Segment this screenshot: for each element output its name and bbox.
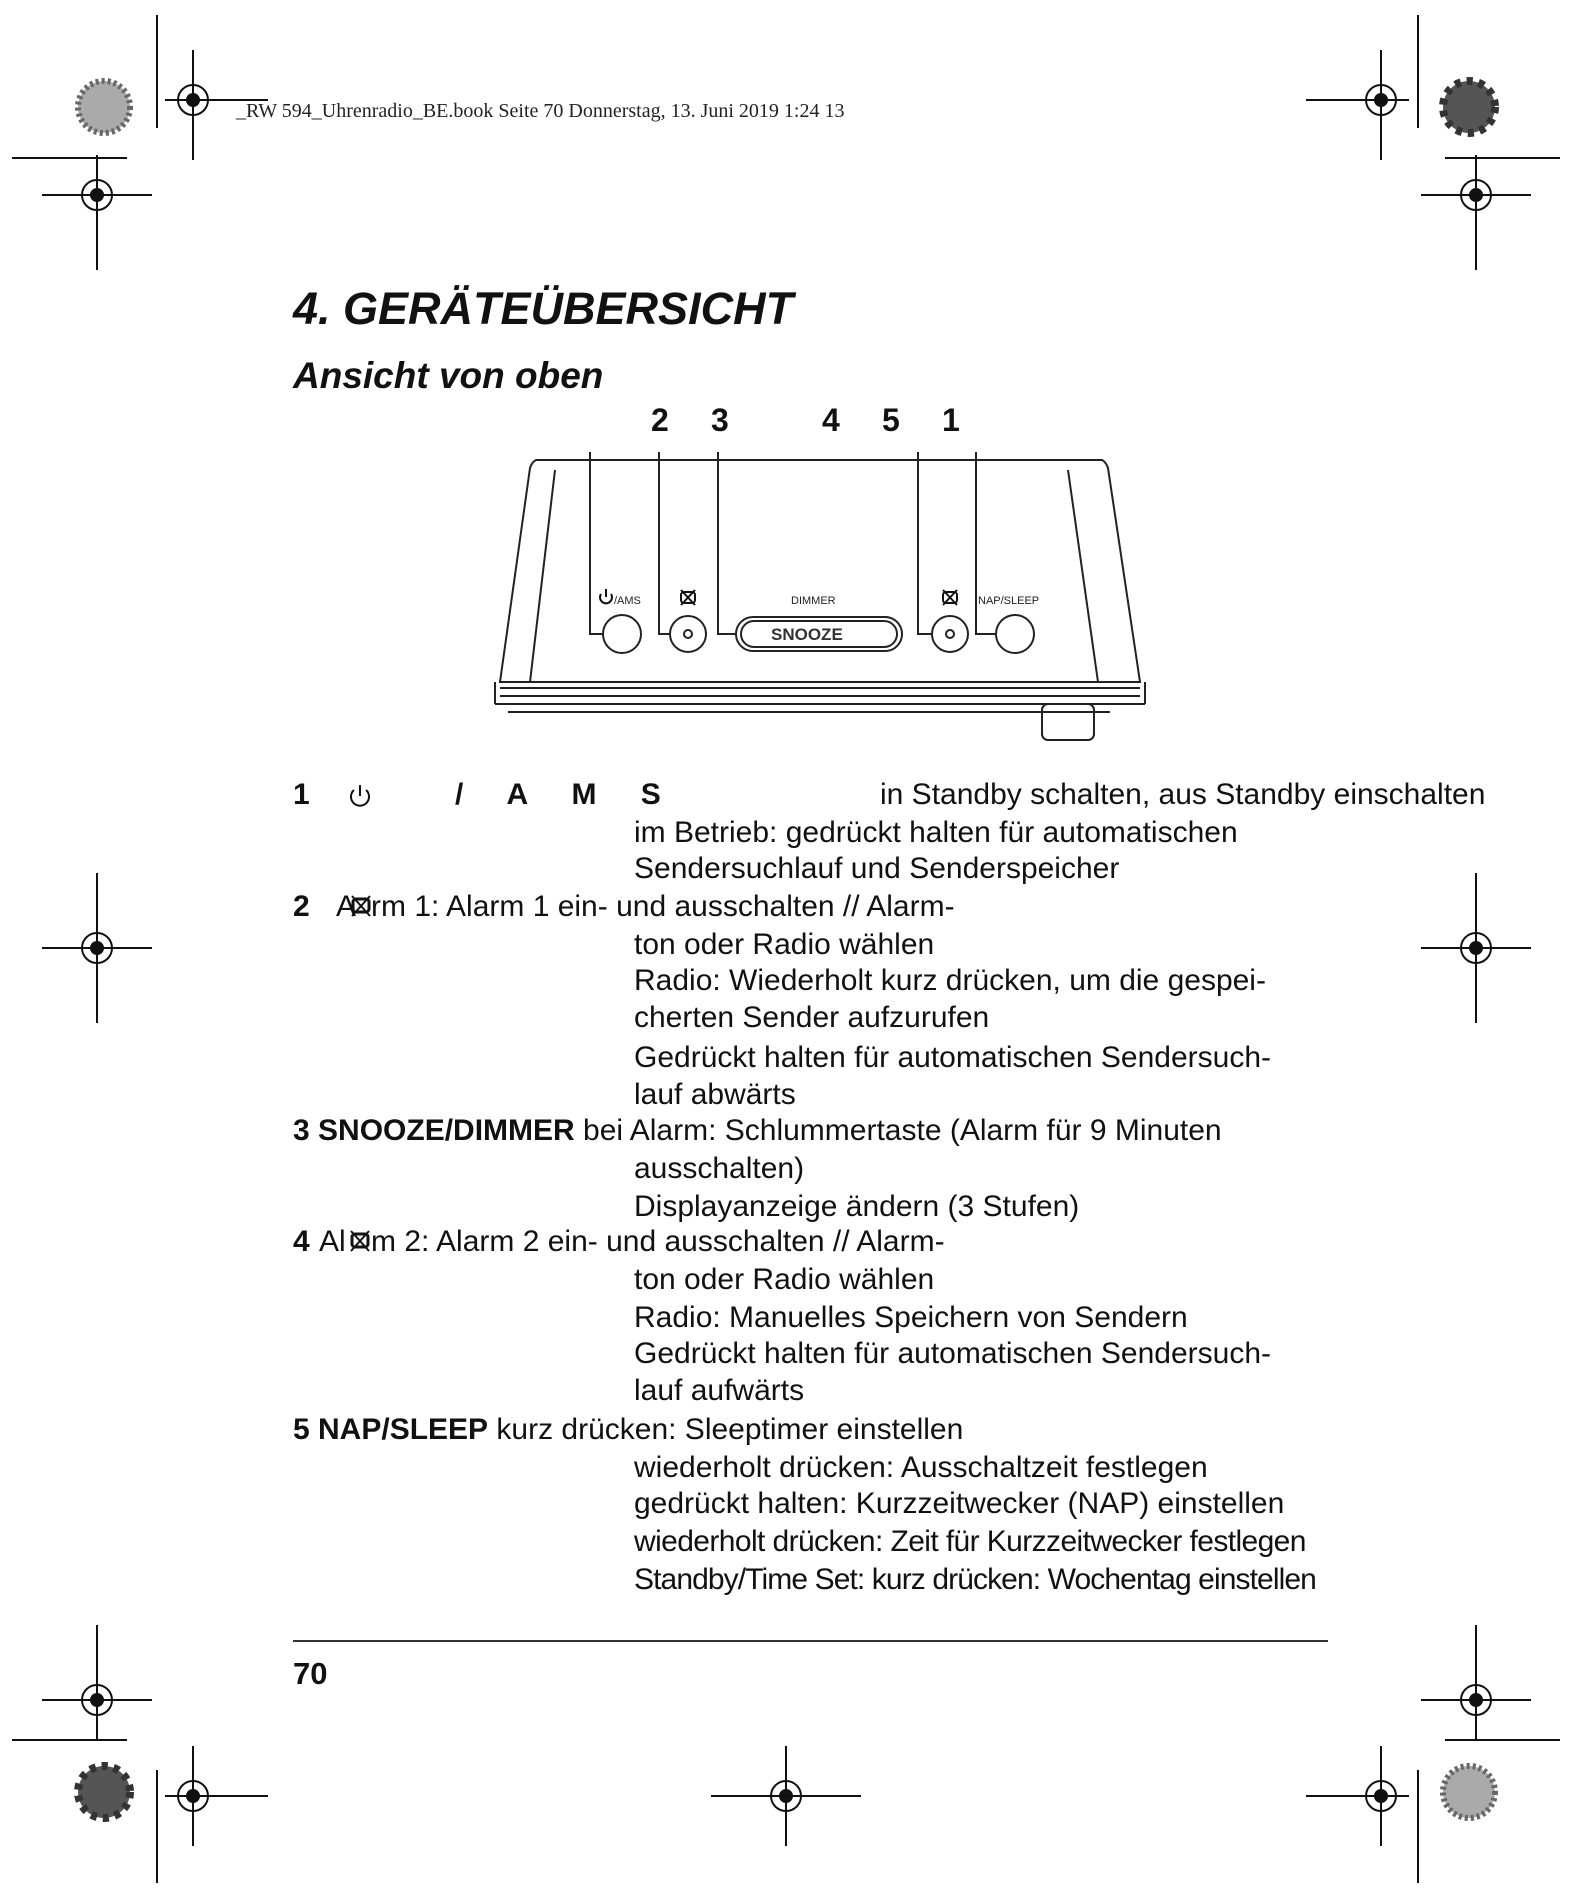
item-3-line: Displayanzeige ändern (3 Stufen) [634,1190,1080,1223]
item-3-line: ausschalten) [634,1152,805,1185]
item-5-line: gedrückt halten: Kurzzeitwecker (NAP) einstellen [634,1487,1285,1520]
item-4-prefix: Al [319,1225,346,1258]
item-4-number: 4 [293,1225,310,1258]
item-4-line: ton oder Radio wählen [634,1263,935,1296]
item-2-number: 2 [293,890,310,923]
item-3-first-line: bei Alarm: Schlummertaste (Alarm für 9 Minuten [574,1114,1222,1147]
callout-5: 5 [882,402,900,438]
item-2-line: ton oder Radio wählen [634,928,935,961]
section-subheading: Ansicht von oben [293,355,604,396]
item-1-line: im Betrieb: gedrückt halten für automatischen [634,816,1238,849]
panel-label-dimmer: DIMMER [791,595,836,607]
item-1-line: Sendersuchlauf und Senderspeicher [634,852,1120,885]
footer-rule [293,1640,1328,1642]
item-5 [293,1412,963,1448]
running-header: _RW 594_Uhrenradio_BE.book Seite 70 Donnerstag, 13. Juni 2019 1:24 13 [236,100,845,122]
alarm-icon [349,1228,371,1259]
callout-2: 2 [651,402,669,438]
item-5-line: Standby/Time Set: kurz drücken: Wochentag einstellen [634,1563,1316,1596]
item-3-label: 3 SNOOZE/DIMMER [293,1114,575,1147]
item-5-line: wiederholt drücken: Zeit für Kurzzeitwecker festlegen [634,1525,1306,1558]
page-number: 70 [293,1656,328,1691]
item-2-line: Gedrückt halten für automatischen Sendersuch- [634,1041,1272,1074]
item-2-line: Radio: Wiederholt kurz drücken, um die gespei- [634,964,1266,997]
item-1-number: 1 [293,778,310,811]
item-2-prefix: A [336,890,357,923]
alarm-icon [350,893,372,924]
panel-label-snooze: SNOOZE [771,625,843,644]
section-heading: 4. GERÄTEÜBERSICHT [293,283,794,334]
item-4-line: Gedrückt halten für automatischen Sendersuch- [634,1337,1272,1370]
item-3 [293,1113,1222,1149]
item-5-first-line: kurz drücken: Sleeptimer einstellen [488,1413,964,1446]
item-1-label: / A M S [455,778,661,811]
callout-3: 3 [711,402,729,438]
item-1-desc: in Standby schalten, aus Standby einschalten [880,778,1486,811]
panel-label-nap-sleep: NAP/SLEEP [978,595,1040,607]
item-2-line: cherten Sender aufzurufen [634,1001,990,1034]
item-5-line: wiederholt drücken: Ausschaltzeit festlegen [634,1451,1208,1484]
item-5-label: 5 NAP/SLEEP [293,1413,489,1446]
callout-1: 1 [942,402,960,438]
item-2-line: lauf abwärts [634,1078,796,1111]
panel-label-ams: /AMS [614,595,641,607]
callout-4: 4 [822,402,840,438]
item-4-first-line: m 2: Alarm 2 ein- und ausschalten // Alarm- [371,1225,945,1258]
item-4-line: lauf aufwärts [634,1374,805,1407]
power-icon [347,781,373,816]
item-2-first-line: rm 1: Alarm 1 ein- und ausschalten // Alarm- [371,890,955,923]
item-4-line: Radio: Manuelles Speichern von Sendern [634,1301,1188,1334]
